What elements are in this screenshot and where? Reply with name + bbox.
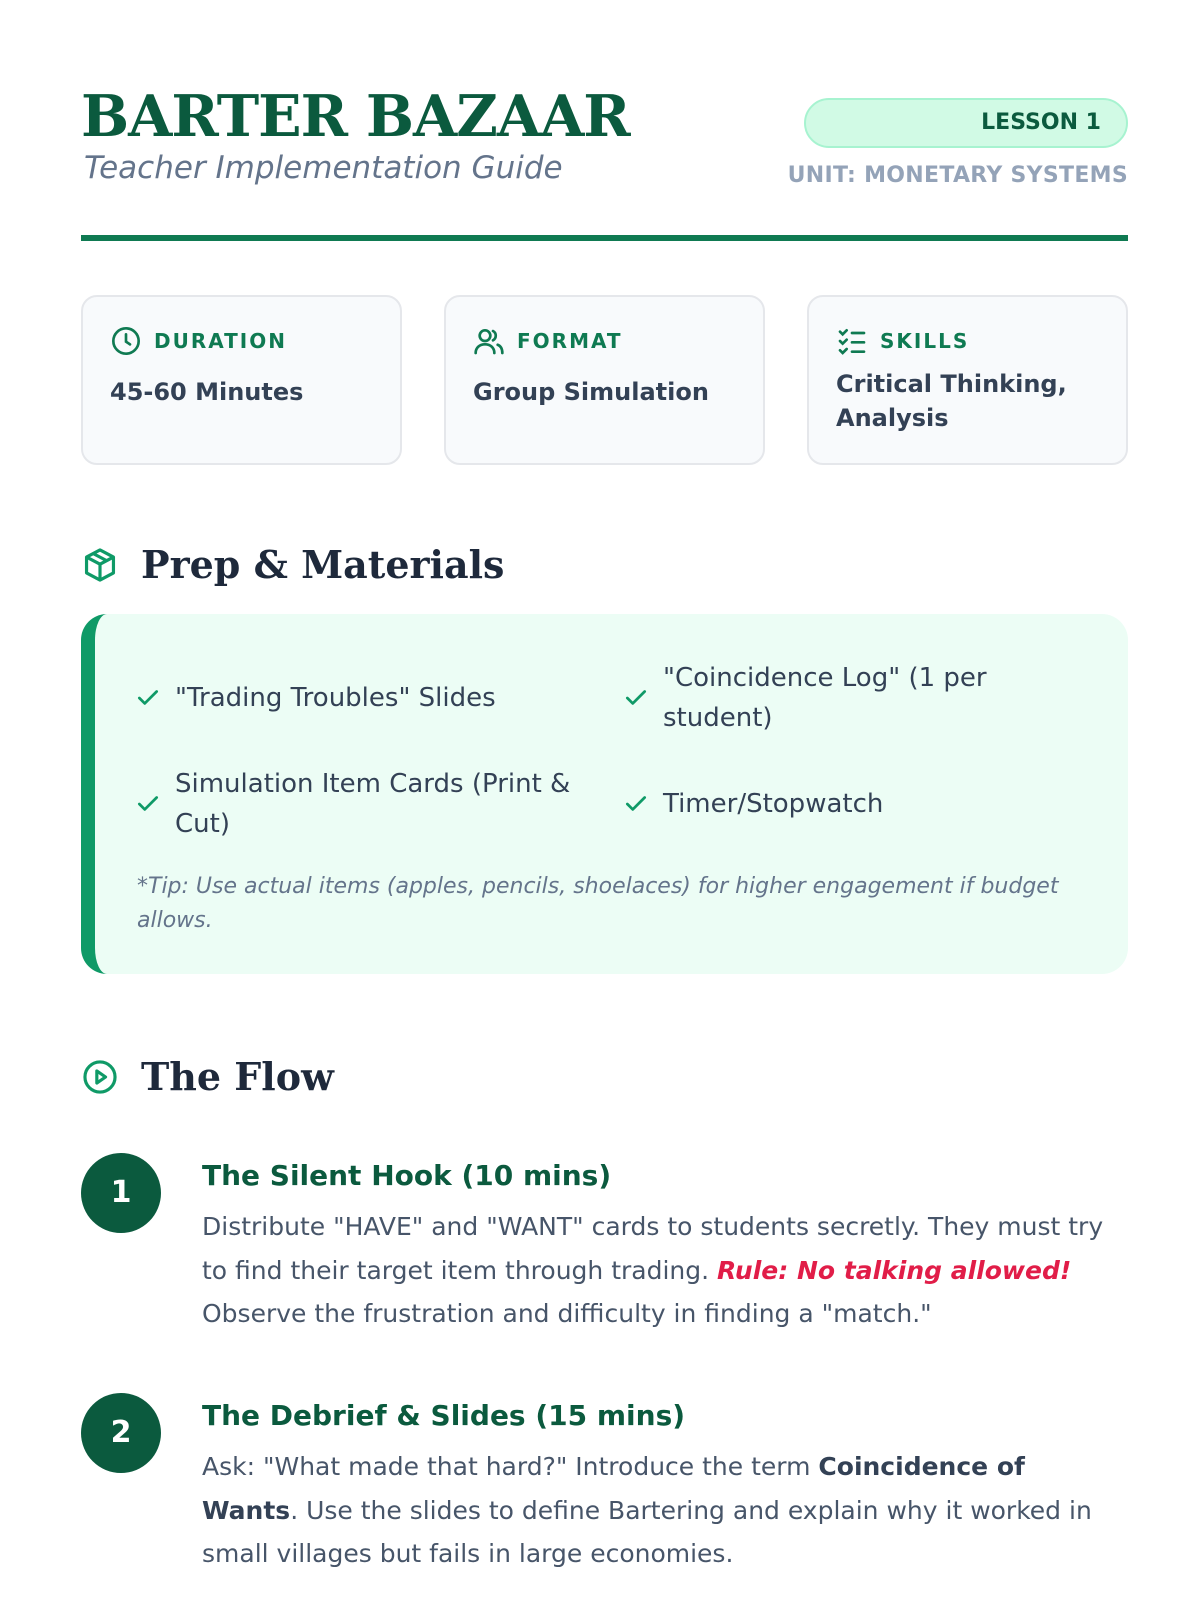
prep-panel — [81, 614, 1128, 974]
check-icon — [623, 791, 649, 817]
duration-card — [81, 295, 402, 465]
check-icon — [135, 791, 161, 817]
duration-label: DURATION — [154, 329, 287, 353]
package-icon — [81, 546, 119, 584]
unit-label: UNIT: MONETARY SYSTEMS — [787, 163, 1128, 188]
material-item: "Coincidence Log" (1 per student) — [623, 658, 1023, 738]
info-cards — [81, 295, 1128, 465]
prep-tip: *Tip: Use actual items (apples, pencils, shoelaces) for higher engagement if budget allows. — [137, 874, 1059, 933]
flow-section-title — [81, 1054, 334, 1099]
step-body: Distribute "HAVE" and "WANT" cards to students secretly. They must try to find their target item through trading. Rule: No talking allowed! Observe the frustration and difficulty in finding a "match." — [202, 1212, 1104, 1328]
format-card — [444, 295, 765, 465]
play-circle-icon — [81, 1058, 119, 1096]
material-item: "Trading Troubles" Slides — [135, 658, 565, 738]
format-value: Group Simulation — [473, 378, 709, 406]
skills-value: Critical Thinking, Analysis — [836, 370, 1067, 432]
flow-step — [81, 1153, 1128, 1343]
material-item: Simulation Item Cards (Print & Cut) — [135, 764, 595, 844]
lesson-badge: LESSON 1 — [804, 98, 1128, 148]
step-number: 2 — [81, 1393, 161, 1473]
no-talking-rule: Rule: No talking allowed! — [717, 1255, 1072, 1285]
duration-value: 45-60 Minutes — [110, 378, 304, 406]
skills-label: SKILLS — [880, 329, 970, 353]
page-title: BARTER BAZAAR — [81, 83, 630, 150]
clock-icon — [110, 325, 142, 357]
users-icon — [473, 325, 505, 357]
page-subtitle: Teacher Implementation Guide — [84, 150, 563, 186]
material-item: Timer/Stopwatch — [623, 764, 1063, 844]
header-divider — [81, 235, 1128, 241]
step-title: The Silent Hook (10 mins) — [202, 1159, 612, 1192]
prep-section-title — [81, 542, 504, 587]
checklist-icon — [836, 325, 868, 357]
flow-step — [81, 1393, 1128, 1583]
step-number: 1 — [81, 1153, 161, 1233]
check-icon — [135, 685, 161, 711]
header — [81, 82, 1128, 242]
format-label: FORMAT — [517, 329, 623, 353]
check-icon — [623, 685, 649, 711]
skills-card — [807, 295, 1128, 465]
step-body: Ask: "What made that hard?" Introduce the term Coincidence of Wants. Use the slides to define Bartering and explain why it worked in small villages but fails in large economies. — [202, 1452, 1092, 1568]
key-term: Coincidence of Wants — [202, 1452, 1025, 1525]
flow-title: The Flow — [141, 1054, 334, 1099]
step-title: The Debrief & Slides (15 mins) — [202, 1399, 686, 1432]
prep-title: Prep & Materials — [141, 542, 505, 587]
